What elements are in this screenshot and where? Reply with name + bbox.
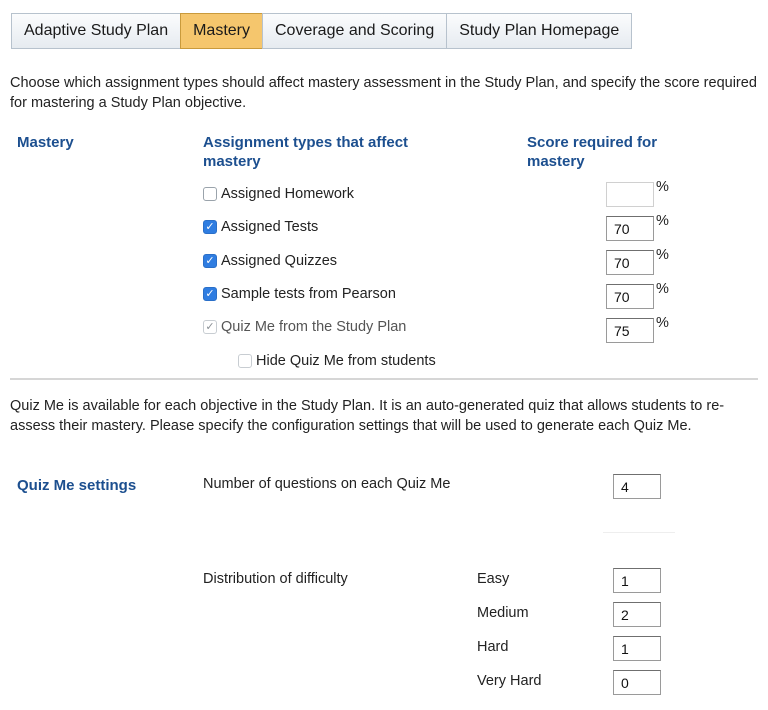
percent-sign: % [656,315,669,331]
sample-tests-score-input[interactable]: 70 [606,284,654,309]
assigned-tests-label: Assigned Tests [221,219,319,235]
very-hard-label: Very Hard [477,673,542,689]
mastery-intro-text: Choose which assignment types should affect mastery assessment in the Study Plan, and specify the score required for mastering a Study Plan objective. [10,75,757,111]
hide-quiz-me-checkbox[interactable] [238,354,252,368]
hide-quiz-me-row [238,351,436,371]
assigned-tests-row [203,217,318,237]
assigned-homework-score [606,179,669,207]
assigned-tests-checkbox[interactable]: ✓ [203,220,217,234]
assigned-homework-label: Assigned Homework [221,186,354,202]
section-divider [10,378,758,380]
tab-bar [11,13,631,49]
sample-tests-label: Sample tests from Pearson [221,286,396,302]
sample-tests-score [606,281,669,309]
assigned-tests-score [606,213,669,241]
tab-coverage-and-scoring[interactable]: Coverage and Scoring [262,13,447,49]
quiz-me-intro-text: Quiz Me is available for each objective in the Study Plan. It is an auto-generated quiz that allows students to re-assess their mastery. Please specify the configuration settings that will be used to generate each Quiz Me. [10,398,725,434]
assigned-homework-checkbox[interactable] [203,187,217,201]
hard-label: Hard [477,639,509,655]
assigned-quizzes-score [606,247,669,275]
quiz-me-study-plan-label: Quiz Me from the Study Plan [221,319,407,335]
quiz-me-study-plan-row [203,317,406,337]
sample-tests-row [203,284,396,304]
quiz-me-study-plan-score [606,315,669,343]
percent-sign: % [656,247,669,263]
percent-sign: % [656,179,669,195]
quiz-me-study-plan-checkbox: ✓ [203,320,217,334]
assigned-quizzes-checkbox[interactable]: ✓ [203,254,217,268]
num-questions-input[interactable]: 4 [613,474,661,499]
assigned-tests-score-input[interactable]: 70 [606,216,654,241]
easy-input[interactable]: 1 [613,568,661,593]
very-hard-input[interactable]: 0 [613,670,661,695]
distribution-label: Distribution of difficulty [203,571,348,587]
easy-label: Easy [477,571,510,587]
assigned-homework-row [203,184,354,204]
sample-tests-checkbox[interactable]: ✓ [203,287,217,301]
tab-adaptive-study-plan[interactable]: Adaptive Study Plan [11,13,181,49]
mastery-section-title: Mastery [17,134,74,151]
hide-quiz-me-label: Hide Quiz Me from students [256,353,436,369]
score-required-header: Score required for mastery [527,134,658,170]
percent-sign: % [656,281,669,297]
assignment-types-header: Assignment types that affect mastery [203,134,409,170]
assigned-quizzes-row [203,251,337,271]
assigned-homework-score-input[interactable] [606,182,654,207]
assigned-quizzes-score-input[interactable]: 70 [606,250,654,275]
medium-input[interactable]: 2 [613,602,661,627]
medium-label: Medium [477,605,529,621]
num-questions-label: Number of questions on each Quiz Me [203,476,451,492]
percent-sign: % [656,213,669,229]
divider-line [603,532,675,533]
assigned-quizzes-label: Assigned Quizzes [221,253,338,269]
tab-study-plan-homepage[interactable]: Study Plan Homepage [446,13,632,49]
quiz-me-study-plan-score-input[interactable]: 75 [606,318,654,343]
tab-mastery[interactable]: Mastery [180,13,263,49]
quiz-me-settings-title: Quiz Me settings [17,477,137,494]
hard-input[interactable]: 1 [613,636,661,661]
